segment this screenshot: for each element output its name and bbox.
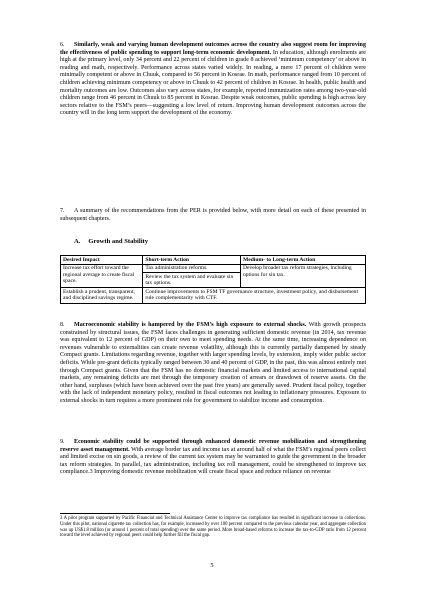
table-cell [143,264,241,288]
paragraph-body: A summary of the recommendations from the PER is provided below, with more detail on each of these presented in subsequent chapters. [60,208,366,222]
paragraph-number: 8. [60,322,65,328]
page-number: 5 [210,562,214,569]
table-row [61,264,366,288]
table-cell-item: Tax administration reforms. [145,265,208,272]
paragraph-body: In education, although enrolments are high at the primary level, only 34 percent and 22 percent of children in grade 8 achieved ‘minimum competency’ or above in reading and math, respectively. Performance across states varied widely. In reading, a mere 17 percent of children were minimally competent or above in Chuuk, compared to 56 percent in Kosrae. In math, performance ranged from 10 percent of children achieving minimum competency or above in Chuuk to 42 percent of children in Kosrae. In health, public health and mortality outcomes are low. Outcomes also vary across states, for example, reported immunization rates among two-year-old children range from 46 percent in Chuuk to 85 percent in Kosrae. Despite weak outcomes, public spending is high across key sectors relative to the FSM’s peers—suggesting a low level of return. Improving human development outcomes across the country will in the long term support the development of the economy. [60,49,367,117]
paragraph-number: 9. [60,439,65,445]
table-cell: Continue improvements to FSM TF governance structure, investment policy, and disbursement rule complementarity with CTF. [143,288,366,303]
paragraph-lead: Similarly, weak and varying human development outcomes across the country also suggest room for improving the effectiveness of public spending to support long-term economic development. [60,42,366,56]
table-header: Medium- to Long-term Action [240,256,365,265]
table-cell: Establish a prudent, transparent, and disciplined savings regime. [61,288,143,303]
paragraph-body: With average border tax and income tax at around half of what the FSM’s regional peers collect and limited excise on sin goods, a review of the current tax system may be warranted to guide the government in the broader tax reform strategies. In parallel, tax administration, including tax roll management, could be strengthened to improve tax compliance.3 Improving domestic revenue mobilization will create fiscal space and reduce reliance on revenue [60,446,366,476]
section-heading [74,238,148,245]
table-cell-item: Review the tax system and evaluate sin tax options. [143,272,240,287]
footnote-divider [60,513,170,514]
paragraph-8 [60,322,366,406]
table-row [61,288,366,303]
paragraph-9 [60,439,366,477]
paragraph-number: 6. [60,42,65,48]
table-cell: Develop broader tax reform strategies, including options for sin tax. [240,264,365,288]
paragraph-lead: Macroeconomic stability is hampered by the FSM’s high exposure to external shocks. [74,322,307,328]
paragraph-body: With growth prospects constrained by structural issues, the FSM faces challenges in generating sufficient domestic revenue (in 2014, tax revenue was equivalent to 12 percent of GDP) on their own to meet spending needs. At the same time, increasing dependence on revenues vulnerable to externalities can create revenue volatility, although this is currently partially dampened by steady Compact grants. Limitations regarding revenue, together with larger spending levels, by extension, imply wider public sector deficits. While pre-grant deficits typically ranged between 30 and 40 percent of GDP, in the past, this was almost entirely met through Compact grants. Given that the FSM has no domestic financial markets and limited access to international capital markets, any remaining deficits are met through the temporary creation of arrears or drawdown of reserve assets. On the other hand, surpluses (which have been achieved over the past five years) are generally saved. Prudent fiscal policy, together with the lack of independent monetary policy, resulted in fiscal outcomes not leading to inflationary pressures. Exposure to external shocks in turn requires a more prominent role for government to stabilize income and consumption. [60,322,367,404]
paragraph-lead: Economic stability could be supported through enhanced domestic revenue mobilization and strengthening reserve asset management. [60,439,366,453]
paragraph-7 [60,208,366,223]
section-label: A. [74,238,81,245]
section-title: Growth and Stability [88,238,149,245]
table-cell: Increase tax effort toward the regional average to create fiscal space. [61,264,143,288]
table-header: Desired Impact [61,256,143,265]
table-header-row [61,256,366,265]
table-header: Short-term Action [143,256,241,265]
paragraph-6 [60,42,366,118]
paragraph-number: 7. [60,208,65,214]
footnote: 3 A pilot program supported by Pacific Financial and Technical Assistance Center to improve tax compliance has resulted in significant increase in collections. Under this pilot, national cigarette tax collection has, for example, increased by over 100 percent compared to the previous calendar year, and aggregate collection was up US$1.8 million (or around 1 percent of total spending) over the same period. More broad-based reforms to increase the tax-to-GDP ratio from 12 percent toward the level achieved by regional peers could help further fill the fiscal gap. [60,516,366,539]
recommendations-table [60,255,366,304]
